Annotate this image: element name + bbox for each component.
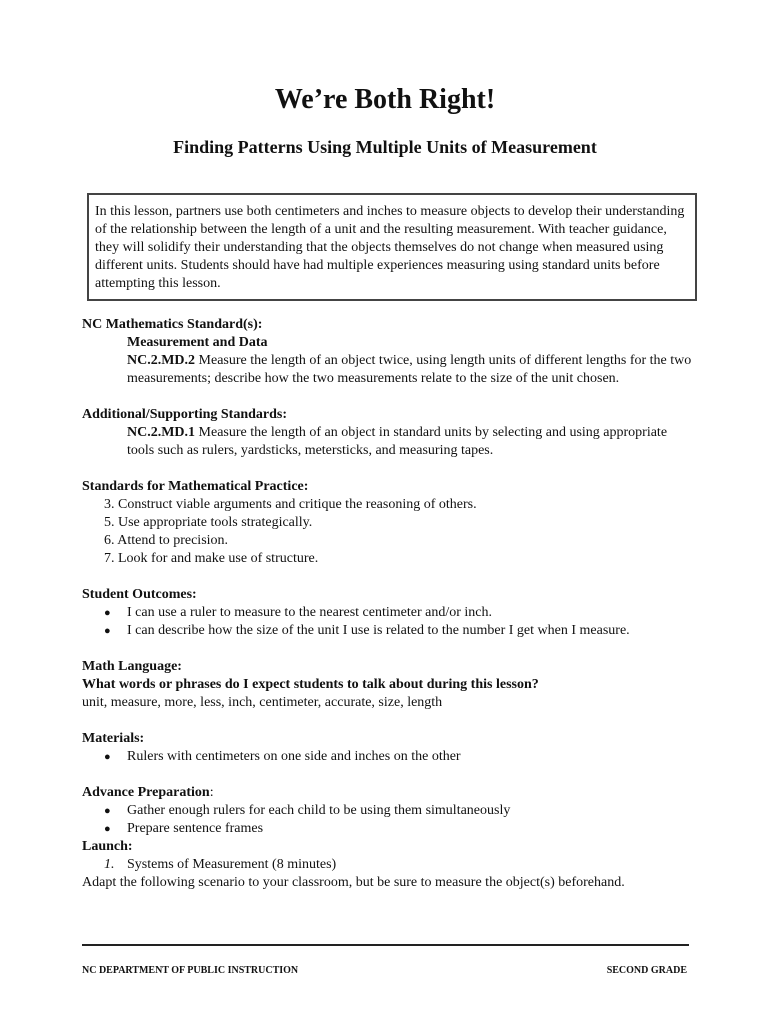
math-language-question: What words or phrases do I expect students to talk about during this lesson? [82,677,539,692]
nc-standards-heading: NC Mathematics Standard(s): [82,317,263,332]
additional-standards-heading: Additional/Supporting Standards: [82,407,288,422]
document-subtitle: Finding Patterns Using Multiple Units of Measurement [173,137,597,157]
lesson-content [82,316,692,892]
nc-standards-section [82,316,692,388]
preparation-item: ● Gather enough rulers for each child to be using them simultaneously [82,802,692,820]
practice-item: 7. Look for and make use of structure. [104,551,319,566]
standard-code: NC.2.MD.1 [127,425,196,440]
advance-preparation-colon: : [209,785,214,800]
advance-preparation-section [82,784,692,838]
launch-section [82,838,692,892]
standard-text: Measure the length of an object in standard units by selecting and using appropriate tools such as rulers, yardsticks, metersticks, and measuring tapes. [127,425,668,458]
standard-nc-2-md-2 [82,352,692,388]
footer-grade: SECOND GRADE [606,965,687,976]
document-title: We’re Both Right! [274,84,496,115]
preparation-item: ● Prepare sentence frames [82,820,692,838]
outcomes-heading: Student Outcomes: [82,587,197,602]
outcome-item: ● I can use a ruler to measure to the nearest centimeter and/or inch. [82,604,692,622]
standard-domain: Measurement and Data [127,335,268,350]
standard-text: Measure the length of an object twice, using length units of different lengths for the two measurements; describe how the two measurements relate to the size of the unit chosen. [127,353,692,386]
launch-item [82,856,692,874]
math-language-section [82,658,692,712]
outcomes-section [82,586,692,640]
materials-heading: Materials: [82,731,145,746]
math-language-heading: Math Language: [82,659,182,674]
additional-standards-section [82,406,692,460]
lesson-summary-box: In this lesson, partners use both centimeters and inches to measure objects to develop their understanding of the relationship between the length of a unit and the resulting measurement. With teacher guidance, they will solidify their understanding that the objects themselves do not change when measured using different units. Students should have had multiple experiences measuring using standard units before attempting this lesson. [87,193,697,301]
materials-section [82,730,692,766]
material-item: ● Rulers with centimeters on one side and inches on the other [82,748,692,766]
outcome-item: ● I can describe how the size of the unit I use is related to the number I get when I measure. [82,622,692,640]
practice-item: 5. Use appropriate tools strategically. [104,515,313,530]
math-language-words: unit, measure, more, less, inch, centimeter, accurate, size, length [82,695,443,710]
launch-item-number: 1. [104,857,115,872]
practice-section [82,478,692,568]
advance-preparation-heading: Advance Preparation [82,785,210,800]
standard-nc-2-md-1 [82,424,692,460]
footer-divider [82,944,689,946]
practice-item: 6. Attend to precision. [104,533,229,548]
launch-heading: Launch: [82,839,133,854]
standard-code: NC.2.MD.2 [127,353,196,368]
practice-heading: Standards for Mathematical Practice: [82,479,309,494]
footer-department: NC DEPARTMENT OF PUBLIC INSTRUCTION [82,965,299,976]
launch-note: Adapt the following scenario to your classroom, but be sure to measure the object(s) beforehand. [82,875,625,890]
practice-item: 3. Construct viable arguments and critique the reasoning of others. [104,497,477,512]
launch-item-text: Systems of Measurement (8 minutes) [127,857,337,872]
advance-preparation-heading-line [82,784,692,802]
